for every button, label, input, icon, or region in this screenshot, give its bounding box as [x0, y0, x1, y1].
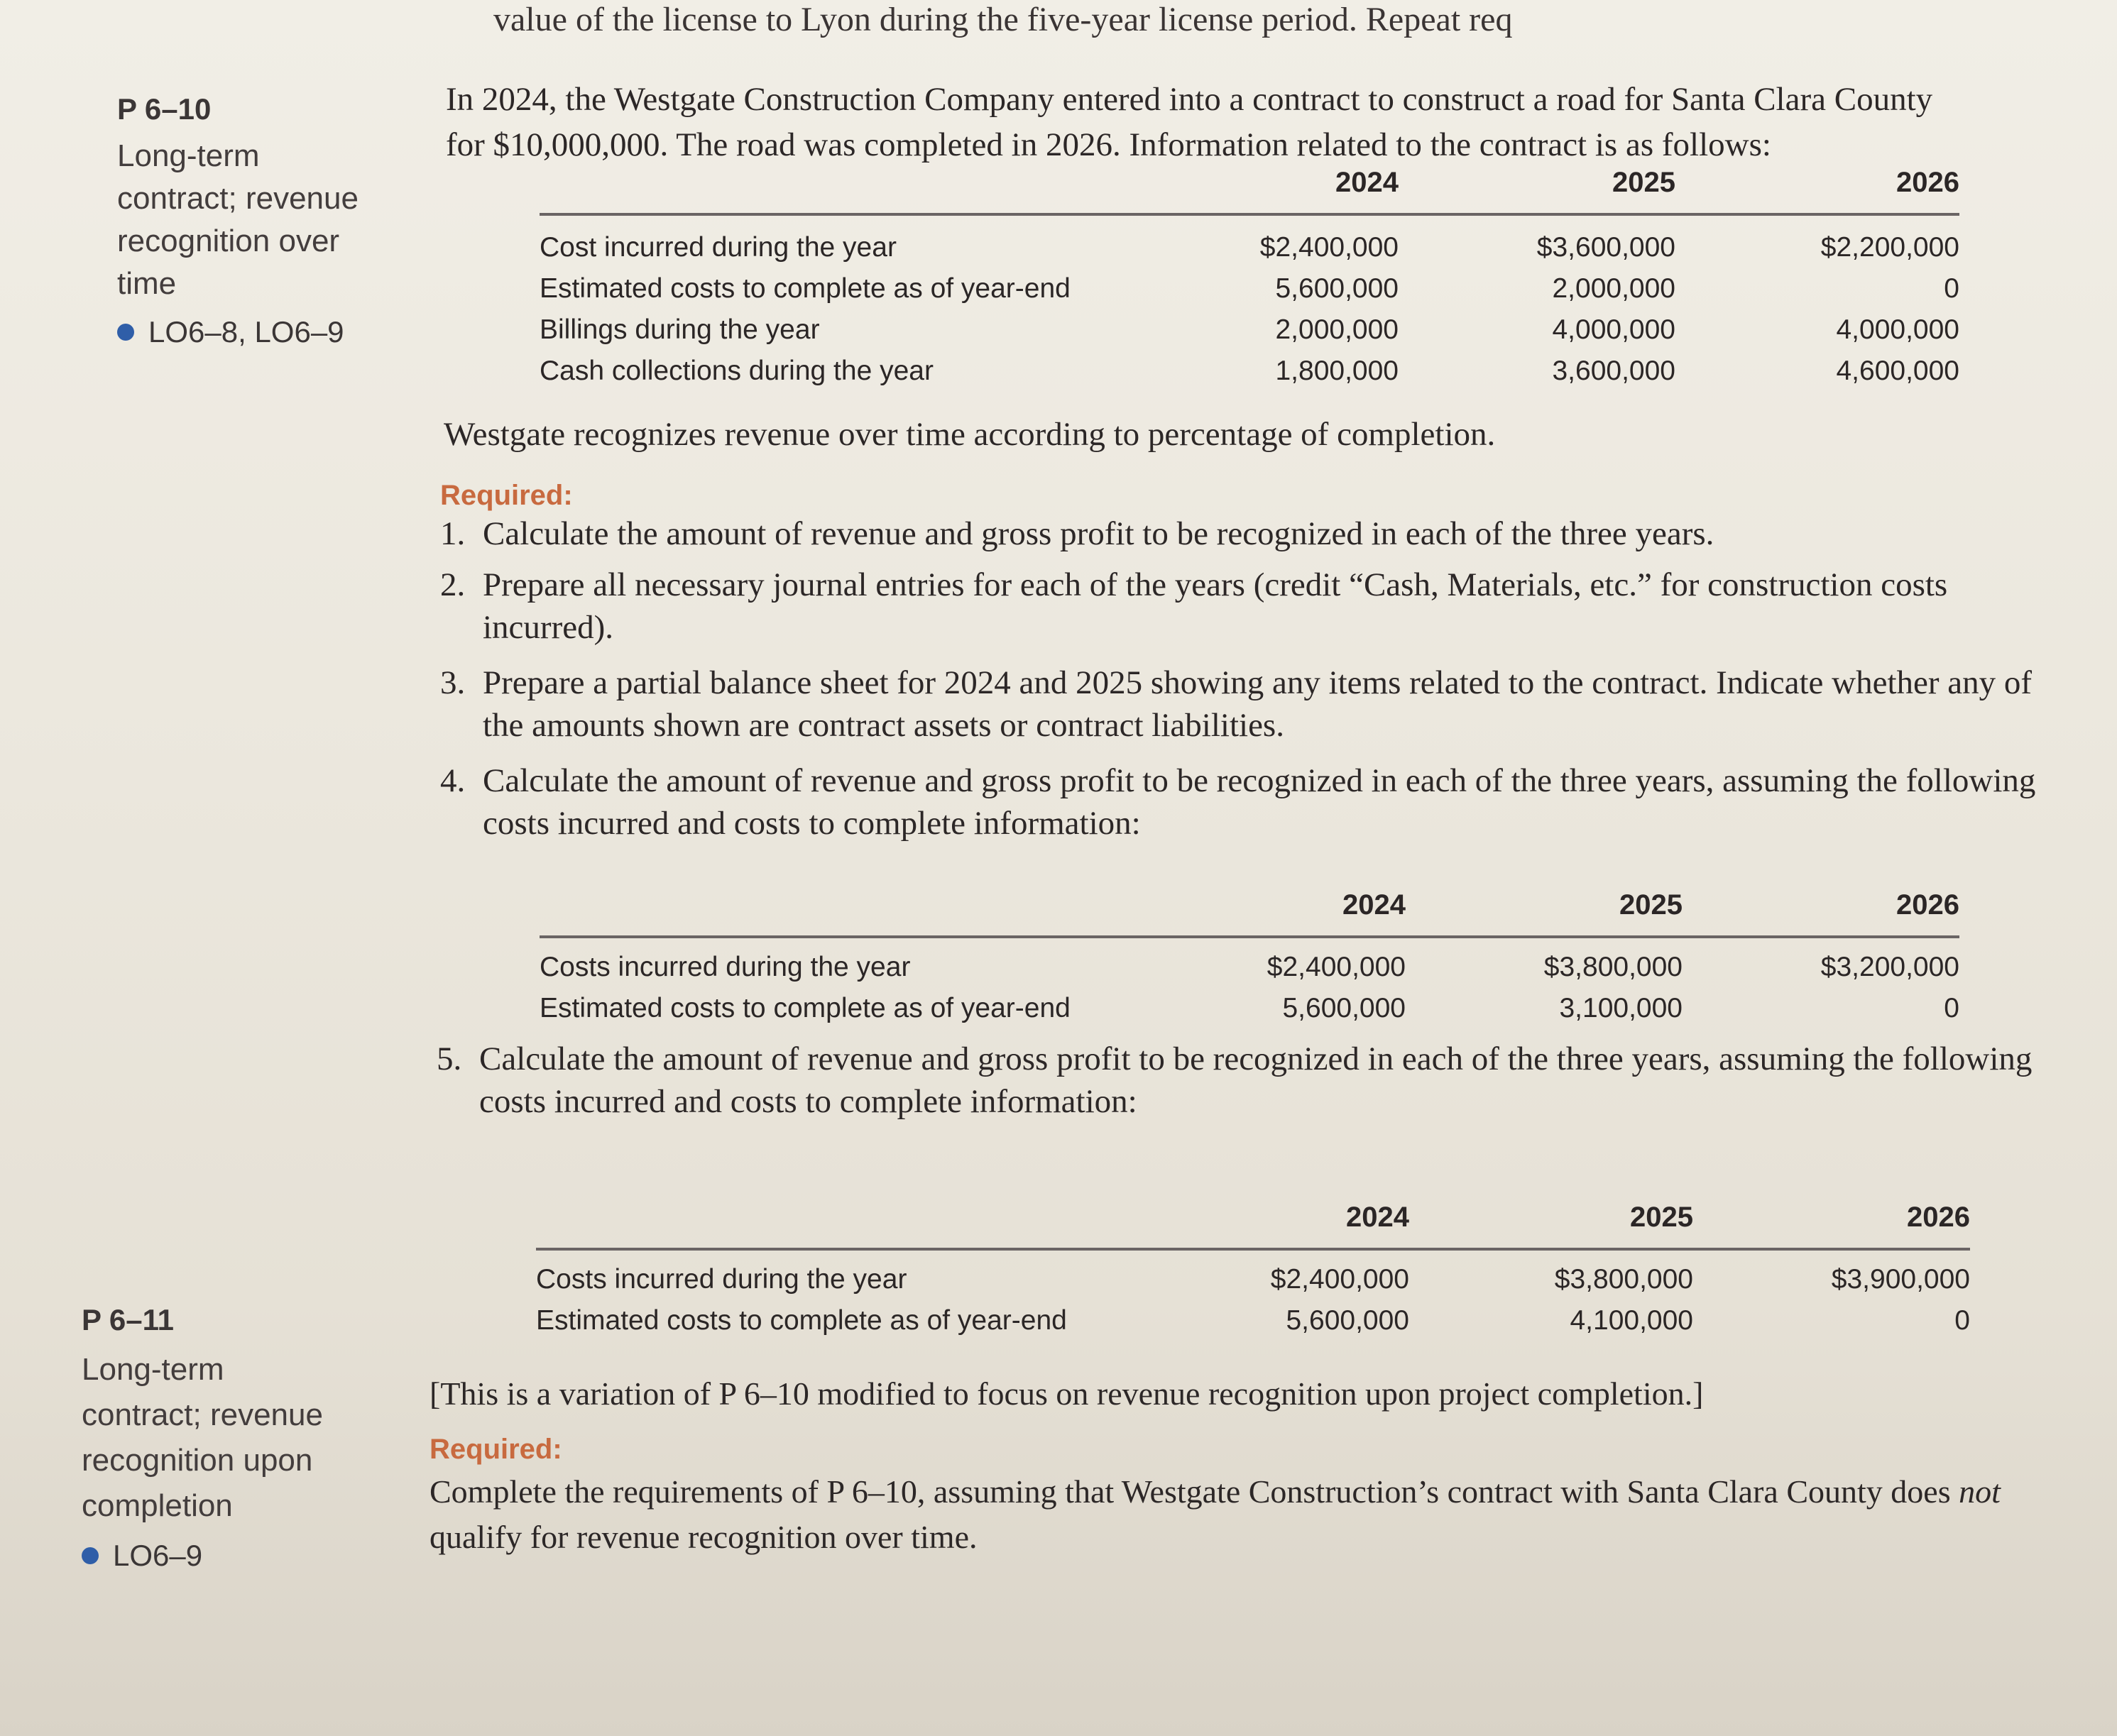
p610-table3 — [536, 1192, 1970, 1341]
table-row: Costs incurred during the year $2,400,000 $3,800,000 $3,200,000 — [540, 952, 1959, 982]
table1-header: 2024 — [1335, 167, 1399, 198]
table-row: Estimated costs to complete as of year-end 5,600,000 4,100,000 0 — [536, 1305, 1970, 1336]
table2-grid — [540, 880, 1959, 1029]
p610-number: P 6–10 — [117, 92, 212, 126]
p611-requirement: Complete the requirements of P 6–10, assuming that Westgate Construction’s contract with Santa Clara County does not qualify for revenue recognition over time. — [430, 1473, 2001, 1555]
p610-requirement5 — [437, 1038, 2062, 1123]
p611-required-label: Required: — [430, 1434, 562, 1465]
p611-note: [This is a variation of P 6–10 modified to focus on revenue recognition upon project completion.] — [430, 1375, 1704, 1412]
requirement-item: 5. Calculate the amount of revenue and gross profit to be recognized in each of the three years, assuming the following costs incurred and costs to complete information: — [437, 1040, 2033, 1120]
requirement-item: 2. Prepare all necessary journal entries for each of the years (credit “Cash, Materials, etc.” for construction costs incurred). — [440, 566, 1948, 646]
table1-header: 2025 — [1612, 167, 1675, 198]
table3-grid — [536, 1192, 1970, 1341]
p610-table2 — [540, 880, 1959, 1029]
table-row: Estimated costs to complete as of year-end 5,600,000 3,100,000 0 — [540, 993, 1959, 1023]
table3-header: 2024 — [1346, 1202, 1409, 1233]
table2-header: 2026 — [1896, 889, 1959, 921]
table-rule — [536, 1248, 1970, 1251]
p610-method-sentence: Westgate recognizes revenue over time according to percentage of completion. — [444, 416, 1496, 453]
table-row: Estimated costs to complete as of year-end 5,600,000 2,000,000 0 — [540, 273, 1959, 304]
p610-learning-objectives: LO6–8, LO6–9 — [117, 315, 430, 349]
p611-description: Long-term contract; revenue recognition upon completion — [82, 1352, 323, 1523]
table3-header: 2025 — [1630, 1202, 1693, 1233]
p610-requirements — [440, 512, 2059, 845]
p611-sidebar — [82, 1303, 408, 1573]
requirement-item: 4. Calculate the amount of revenue and gross profit to be recognized in each of the three years, assuming the following costs incurred and costs to complete information: — [440, 762, 2036, 842]
table-rule — [540, 213, 1959, 216]
requirement-item: 1. Calculate the amount of revenue and gross profit to be recognized in each of the three years. — [440, 515, 1714, 552]
table-rule — [540, 935, 1959, 938]
p610-intro: In 2024, the Westgate Construction Company entered into a contract to construct a road for Santa Clara County for $10,000,000. The road was completed in 2026. Information related to the contract is as follows: — [446, 81, 1933, 163]
bullet-icon — [82, 1547, 99, 1564]
p611-number: P 6–11 — [82, 1303, 175, 1336]
table1-grid — [540, 158, 1959, 392]
p610-description: Long-term contract; revenue recognition over time — [117, 138, 359, 301]
table-row: Cash collections during the year 1,800,000 3,600,000 4,600,000 — [540, 356, 1959, 386]
table-row: Costs incurred during the year $2,400,000 $3,800,000 $3,900,000 — [536, 1264, 1970, 1295]
top-partial-line: value of the license to Lyon during the five-year license period. Repeat req — [493, 1, 1513, 38]
requirement-item: 3. Prepare a partial balance sheet for 2024 and 2025 showing any items related to the contract. Indicate whether any of the amounts shown are contract assets or contract liabilities. — [440, 664, 2033, 744]
p610-table1 — [540, 158, 1959, 392]
p611-learning-objectives: LO6–9 — [82, 1539, 408, 1573]
bullet-icon — [117, 324, 134, 341]
p610-required-label: Required: — [440, 480, 573, 511]
table-row: Cost incurred during the year $2,400,000 $3,600,000 $2,200,000 — [540, 232, 1959, 263]
table1-header: 2026 — [1896, 167, 1959, 198]
table2-header: 2024 — [1342, 889, 1406, 921]
p610-sidebar — [117, 92, 430, 349]
table-row: Billings during the year 2,000,000 4,000,000 4,000,000 — [540, 314, 1959, 345]
table2-header: 2025 — [1619, 889, 1683, 921]
table3-header: 2026 — [1907, 1202, 1970, 1233]
